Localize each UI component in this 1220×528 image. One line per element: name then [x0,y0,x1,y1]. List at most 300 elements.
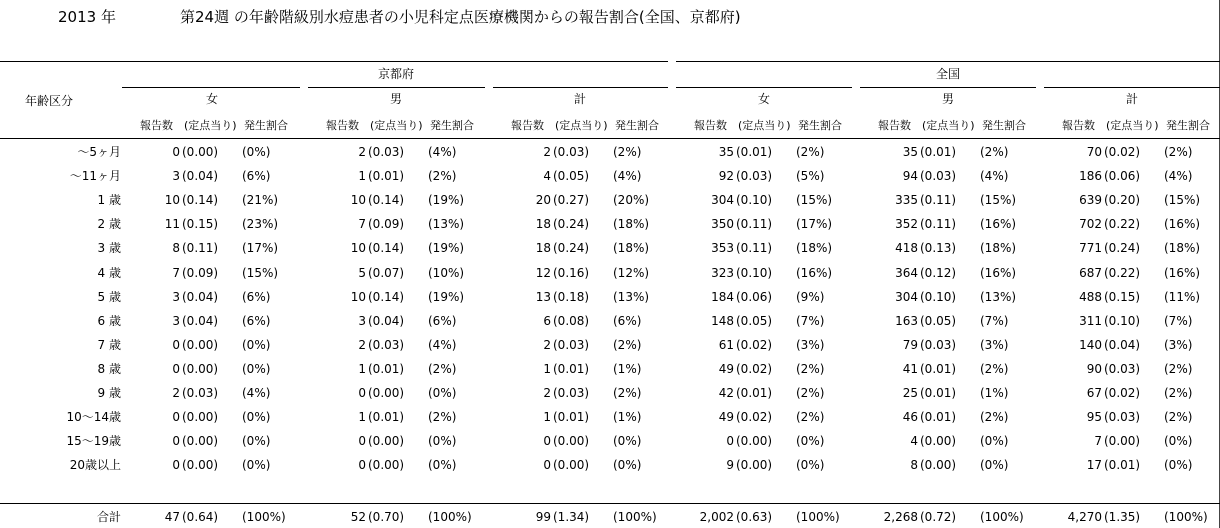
subheader-report-count: 報告数 [694,119,727,132]
national-male-rate: (100%) [980,510,1024,524]
kyoto-female-per-site: (0.11) [182,241,219,255]
national-female-count: 92 [718,169,734,183]
header-top-rule-national [676,61,1220,62]
national-female-count: 323 [711,266,734,280]
national-male-count: 163 [895,314,918,328]
national-female-count: 184 [711,290,734,304]
kyoto-male-per-site: (0.09) [368,217,405,231]
national-male-count: 418 [895,241,918,255]
national-total-rate: (16%) [1164,217,1201,231]
subheader-per-site: (定点当り) [922,119,975,132]
national-male-rate: (4%) [980,169,1009,183]
kyoto-total-per-site: (1.34) [553,510,590,524]
national-total-rate: (4%) [1164,169,1193,183]
national-total-count: 67 [1086,386,1102,400]
national-total-rate: (18%) [1164,241,1201,255]
kyoto-male-count: 10 [350,193,366,207]
kyoto-male-count: 10 [350,241,366,255]
national-total-count: 639 [1079,193,1102,207]
national-total-rate: (11%) [1164,290,1201,304]
national-total-rate: (7%) [1164,314,1193,328]
national-total-rate: (100%) [1164,510,1208,524]
kyoto-male-rate: (0%) [428,386,457,400]
national-male-per-site: (0.03) [920,169,957,183]
national-total-rate: (2%) [1164,362,1193,376]
kyoto-female-count: 0 [172,410,180,424]
national-total-per-site: (0.04) [1104,338,1141,352]
kyoto-total-rate: (1%) [613,362,642,376]
national-total-count: 4,270 [1067,510,1102,524]
national-male-rate: (15%) [980,193,1017,207]
row-age-label: 15～19歳 [66,434,121,448]
subheader-rate: 発生割合 [244,119,288,132]
kyoto-female-rate: (100%) [242,510,286,524]
kyoto-total-per-site: (0.03) [553,338,590,352]
kyoto-male-per-site: (0.00) [368,434,405,448]
national-total-per-site: (0.10) [1104,314,1141,328]
subheader-report-count: 報告数 [140,119,173,132]
kyoto-female-rate: (0%) [242,338,271,352]
kyoto-male-count: 1 [358,169,366,183]
national-female-per-site: (0.11) [736,241,773,255]
national-total-rate: (0%) [1164,458,1193,472]
national-male-rate: (2%) [980,362,1009,376]
kyoto-male-count: 0 [358,386,366,400]
kyoto-female-per-site: (0.15) [182,217,219,231]
national-male-count: 79 [902,338,918,352]
national-female-rate: (0%) [796,458,825,472]
kyoto-male-rate: (0%) [428,458,457,472]
national-male-per-site: (0.12) [920,266,957,280]
national-female-per-site: (0.06) [736,290,773,304]
total-top-rule [0,503,1220,504]
national-male-count: 304 [895,290,918,304]
national-male-count: 364 [895,266,918,280]
national-female-per-site: (0.03) [736,169,773,183]
kyoto-female-per-site: (0.09) [182,266,219,280]
row-age-label: 1 歳 [97,193,121,207]
national-total-per-site: (0.20) [1104,193,1141,207]
kyoto-male-per-site: (0.01) [368,362,405,376]
kyoto-female-count: 0 [172,145,180,159]
national-male-per-site: (0.00) [920,458,957,472]
kyoto-male-rate: (19%) [428,241,465,255]
national-total-count: 70 [1086,145,1102,159]
row-age-label: 3 歳 [97,241,121,255]
kyoto-total-rate: (12%) [613,266,650,280]
header-kyoto: 京都府 [377,67,414,81]
kyoto-female-count: 10 [164,193,180,207]
national-male-rate: (13%) [980,290,1017,304]
national-female-per-site: (0.63) [736,510,773,524]
header-kyoto-female: 女 [205,92,218,106]
subheader-report-count: 報告数 [878,119,911,132]
national-male-per-site: (0.01) [920,386,957,400]
kyoto-female-count: 2 [172,386,180,400]
kyoto-male-per-site: (0.01) [368,169,405,183]
kyoto-female-per-site: (0.03) [182,386,219,400]
national-total-count: 687 [1079,266,1102,280]
kyoto-female-rate: (6%) [242,169,271,183]
national-female-count: 49 [718,410,734,424]
kyoto-male-per-site: (0.00) [368,386,405,400]
rule-kyoto-male [308,87,485,88]
kyoto-male-count: 52 [350,510,366,524]
kyoto-female-per-site: (0.00) [182,410,219,424]
kyoto-female-per-site: (0.00) [182,434,219,448]
kyoto-male-count: 7 [358,217,366,231]
national-female-count: 49 [718,362,734,376]
kyoto-total-count: 6 [543,314,551,328]
header-national-male: 男 [941,92,954,106]
national-female-rate: (7%) [796,314,825,328]
national-male-rate: (3%) [980,338,1009,352]
national-female-count: 42 [718,386,734,400]
national-total-count: 186 [1079,169,1102,183]
rule-national-male [860,87,1036,88]
national-male-count: 35 [902,145,918,159]
kyoto-female-rate: (15%) [242,266,279,280]
kyoto-female-count: 0 [172,338,180,352]
national-total-per-site: (0.02) [1104,145,1141,159]
subheader-rate: 発生割合 [430,119,474,132]
row-age-label: ～5ヶ月 [77,145,121,159]
subheader-per-site: (定点当り) [555,119,608,132]
kyoto-male-count: 1 [358,362,366,376]
kyoto-total-count: 20 [535,193,551,207]
kyoto-male-rate: (100%) [428,510,472,524]
kyoto-female-per-site: (0.04) [182,290,219,304]
national-total-rate: (2%) [1164,386,1193,400]
kyoto-total-count: 1 [543,362,551,376]
kyoto-female-rate: (0%) [242,434,271,448]
national-total-rate: (2%) [1164,410,1193,424]
national-male-count: 4 [910,434,918,448]
national-total-per-site: (0.24) [1104,241,1141,255]
national-female-rate: (0%) [796,434,825,448]
kyoto-male-rate: (19%) [428,193,465,207]
kyoto-total-count: 18 [535,241,551,255]
kyoto-total-per-site: (0.16) [553,266,590,280]
national-female-per-site: (0.02) [736,362,773,376]
national-male-rate: (18%) [980,241,1017,255]
kyoto-total-rate: (0%) [613,458,642,472]
national-total-per-site: (0.00) [1104,434,1141,448]
row-age-label: 5 歳 [97,290,121,304]
kyoto-female-per-site: (0.04) [182,169,219,183]
subheader-per-site: (定点当り) [370,119,423,132]
kyoto-female-count: 11 [164,217,180,231]
national-male-count: 25 [902,386,918,400]
national-total-count: 90 [1086,362,1102,376]
kyoto-male-rate: (6%) [428,314,457,328]
rule-kyoto-female [122,87,300,88]
subheader-per-site: (定点当り) [1106,119,1159,132]
kyoto-female-count: 0 [172,362,180,376]
kyoto-female-per-site: (0.00) [182,145,219,159]
national-total-count: 488 [1079,290,1102,304]
kyoto-female-count: 8 [172,241,180,255]
subheader-report-count: 報告数 [511,119,544,132]
kyoto-female-rate: (0%) [242,410,271,424]
kyoto-total-count: 13 [535,290,551,304]
kyoto-male-per-site: (0.03) [368,338,405,352]
kyoto-male-rate: (4%) [428,338,457,352]
kyoto-total-per-site: (0.08) [553,314,590,328]
header-top-rule-kyoto [0,61,668,62]
kyoto-total-per-site: (0.01) [553,410,590,424]
national-female-per-site: (0.01) [736,386,773,400]
header-kyoto-total: 計 [573,92,586,106]
header-age-group: 年齢区分 [24,94,73,108]
kyoto-total-per-site: (0.03) [553,145,590,159]
subheader-rate: 発生割合 [1166,119,1210,132]
kyoto-male-rate: (0%) [428,434,457,448]
kyoto-total-count: 18 [535,217,551,231]
kyoto-total-count: 12 [535,266,551,280]
national-female-count: 350 [711,217,734,231]
kyoto-male-count: 10 [350,290,366,304]
kyoto-total-count: 4 [543,169,551,183]
national-female-rate: (17%) [796,217,833,231]
national-female-rate: (16%) [796,266,833,280]
kyoto-male-count: 0 [358,458,366,472]
kyoto-total-count: 1 [543,410,551,424]
kyoto-total-rate: (18%) [613,217,650,231]
national-male-count: 8 [910,458,918,472]
national-female-per-site: (0.05) [736,314,773,328]
kyoto-female-per-site: (0.00) [182,458,219,472]
kyoto-male-per-site: (0.03) [368,145,405,159]
national-total-per-site: (0.03) [1104,410,1141,424]
kyoto-female-per-site: (0.04) [182,314,219,328]
kyoto-total-count: 2 [543,386,551,400]
national-female-rate: (2%) [796,386,825,400]
page-title: 第24週 の年齢階級別水痘患者の小児科定点医療機関からの報告割合(全国、京都府) [180,8,741,26]
national-total-rate: (15%) [1164,193,1201,207]
kyoto-total-rate: (2%) [613,145,642,159]
national-male-rate: (16%) [980,217,1017,231]
kyoto-male-rate: (10%) [428,266,465,280]
kyoto-male-count: 5 [358,266,366,280]
national-total-per-site: (0.22) [1104,217,1141,231]
subheader-rate: 発生割合 [982,119,1026,132]
national-male-count: 352 [895,217,918,231]
national-total-rate: (3%) [1164,338,1193,352]
national-female-rate: (100%) [796,510,840,524]
national-female-count: 9 [726,458,734,472]
national-total-count: 140 [1079,338,1102,352]
kyoto-female-count: 3 [172,169,180,183]
kyoto-female-rate: (4%) [242,386,271,400]
subheader-rate: 発生割合 [615,119,659,132]
row-age-label: 4 歳 [97,266,121,280]
national-male-rate: (2%) [980,410,1009,424]
kyoto-male-per-site: (0.14) [368,290,405,304]
kyoto-total-rate: (6%) [613,314,642,328]
national-female-rate: (15%) [796,193,833,207]
kyoto-female-per-site: (0.14) [182,193,219,207]
national-female-count: 61 [718,338,734,352]
national-male-rate: (0%) [980,434,1009,448]
row-age-label: 8 歳 [97,362,121,376]
national-female-rate: (3%) [796,338,825,352]
national-total-count: 17 [1086,458,1102,472]
kyoto-total-count: 2 [543,338,551,352]
kyoto-total-per-site: (0.27) [553,193,590,207]
subheader-rate: 発生割合 [798,119,842,132]
kyoto-total-rate: (2%) [613,386,642,400]
kyoto-total-count: 0 [543,458,551,472]
kyoto-male-rate: (2%) [428,410,457,424]
rule-kyoto-total [493,87,668,88]
subheader-per-site: (定点当り) [738,119,791,132]
kyoto-male-rate: (2%) [428,362,457,376]
national-female-count: 353 [711,241,734,255]
national-male-rate: (7%) [980,314,1009,328]
national-male-count: 94 [902,169,918,183]
kyoto-total-count: 99 [535,510,551,524]
kyoto-male-rate: (19%) [428,290,465,304]
national-male-count: 335 [895,193,918,207]
national-male-rate: (0%) [980,458,1009,472]
national-total-per-site: (0.03) [1104,362,1141,376]
kyoto-total-per-site: (0.00) [553,458,590,472]
national-male-per-site: (0.01) [920,410,957,424]
kyoto-total-per-site: (0.00) [553,434,590,448]
kyoto-total-rate: (20%) [613,193,650,207]
national-male-per-site: (0.11) [920,193,957,207]
kyoto-total-rate: (4%) [613,169,642,183]
kyoto-total-per-site: (0.01) [553,362,590,376]
kyoto-total-rate: (2%) [613,338,642,352]
year-label: 2013 年 [58,8,116,26]
kyoto-male-per-site: (0.00) [368,458,405,472]
kyoto-female-count: 7 [172,266,180,280]
kyoto-total-rate: (100%) [613,510,657,524]
national-female-per-site: (0.01) [736,145,773,159]
national-male-count: 46 [902,410,918,424]
kyoto-male-per-site: (0.07) [368,266,405,280]
rule-national-total [1044,87,1220,88]
national-male-per-site: (0.03) [920,338,957,352]
kyoto-total-per-site: (0.03) [553,386,590,400]
kyoto-female-rate: (0%) [242,145,271,159]
kyoto-male-rate: (2%) [428,169,457,183]
national-female-rate: (2%) [796,362,825,376]
national-total-per-site: (0.02) [1104,386,1141,400]
kyoto-total-count: 0 [543,434,551,448]
national-total-per-site: (0.22) [1104,266,1141,280]
national-female-count: 0 [726,434,734,448]
kyoto-female-rate: (6%) [242,290,271,304]
kyoto-total-per-site: (0.05) [553,169,590,183]
national-female-per-site: (0.02) [736,338,773,352]
national-male-count: 2,268 [883,510,918,524]
national-total-rate: (2%) [1164,145,1193,159]
header-bottom-rule [0,138,1220,139]
kyoto-female-per-site: (0.00) [182,362,219,376]
national-female-rate: (18%) [796,241,833,255]
row-age-label: 20歳以上 [69,458,121,472]
kyoto-total-count: 2 [543,145,551,159]
header-national: 全国 [935,67,960,81]
header-kyoto-male: 男 [389,92,402,106]
national-female-count: 35 [718,145,734,159]
national-female-count: 304 [711,193,734,207]
national-female-per-site: (0.10) [736,266,773,280]
national-male-rate: (2%) [980,145,1009,159]
kyoto-female-count: 3 [172,290,180,304]
kyoto-male-rate: (4%) [428,145,457,159]
national-male-per-site: (0.13) [920,241,957,255]
national-total-count: 95 [1086,410,1102,424]
national-total-count: 771 [1079,241,1102,255]
kyoto-male-count: 2 [358,145,366,159]
national-female-per-site: (0.11) [736,217,773,231]
national-male-per-site: (0.00) [920,434,957,448]
kyoto-female-rate: (6%) [242,314,271,328]
kyoto-total-rate: (1%) [613,410,642,424]
kyoto-male-count: 2 [358,338,366,352]
national-total-rate: (16%) [1164,266,1201,280]
kyoto-female-count: 3 [172,314,180,328]
kyoto-male-rate: (13%) [428,217,465,231]
kyoto-female-count: 0 [172,458,180,472]
kyoto-total-per-site: (0.24) [553,217,590,231]
national-female-rate: (5%) [796,169,825,183]
row-age-label: 合計 [96,510,121,524]
kyoto-male-count: 3 [358,314,366,328]
national-male-per-site: (0.11) [920,217,957,231]
subheader-report-count: 報告数 [1062,119,1095,132]
kyoto-total-rate: (13%) [613,290,650,304]
national-female-rate: (9%) [796,290,825,304]
kyoto-male-per-site: (0.70) [368,510,405,524]
national-total-per-site: (0.15) [1104,290,1141,304]
kyoto-female-per-site: (0.64) [182,510,219,524]
national-female-rate: (2%) [796,145,825,159]
kyoto-male-count: 0 [358,434,366,448]
header-national-total: 計 [1125,92,1138,106]
kyoto-female-rate: (0%) [242,458,271,472]
kyoto-total-per-site: (0.18) [553,290,590,304]
national-male-rate: (1%) [980,386,1009,400]
kyoto-male-per-site: (0.04) [368,314,405,328]
national-female-per-site: (0.10) [736,193,773,207]
national-male-per-site: (0.05) [920,314,957,328]
row-age-label: 6 歳 [97,314,121,328]
national-male-per-site: (0.01) [920,362,957,376]
national-female-count: 2,002 [699,510,734,524]
national-female-per-site: (0.00) [736,434,773,448]
national-total-rate: (0%) [1164,434,1193,448]
kyoto-male-per-site: (0.14) [368,241,405,255]
national-total-count: 702 [1079,217,1102,231]
national-female-rate: (2%) [796,410,825,424]
national-total-per-site: (0.06) [1104,169,1141,183]
national-male-per-site: (0.72) [920,510,957,524]
national-male-count: 41 [902,362,918,376]
kyoto-total-per-site: (0.24) [553,241,590,255]
subheader-report-count: 報告数 [326,119,359,132]
row-age-label: 10～14歳 [66,410,121,424]
subheader-per-site: (定点当り) [184,119,237,132]
row-age-label: ～11ヶ月 [69,169,121,183]
row-age-label: 2 歳 [97,217,121,231]
kyoto-total-rate: (0%) [613,434,642,448]
row-age-label: 9 歳 [97,386,121,400]
